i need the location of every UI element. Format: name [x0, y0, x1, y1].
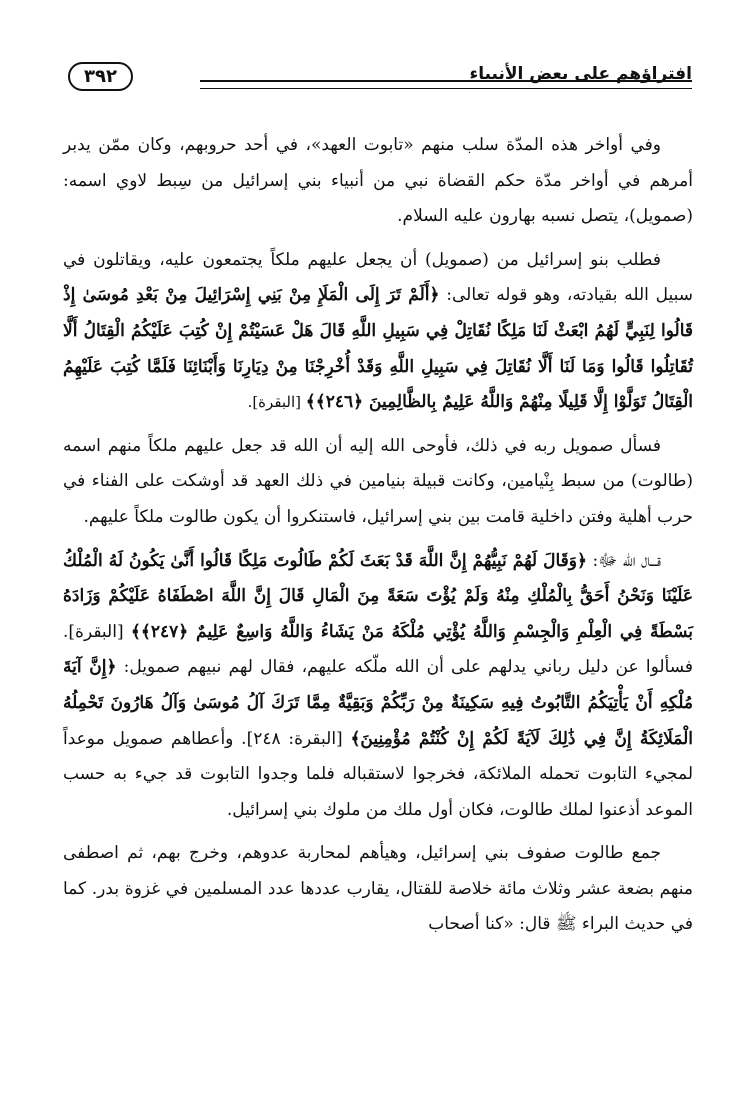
chapter-title: افتراؤهم على بعض الأنبياء — [469, 64, 692, 84]
quran-verse: ﴿أَلَمْ تَرَ إِلَى الْمَلَإِ مِنْ بَنِي إِسْرَائِيلَ مِنْ بَعْدِ مُوسَىٰ إِذْ قَالُوا لِنَبِيٍّ لَهُمُ ابْعَثْ لَنَا مَلِكًا نُقَاتِلْ فِي سَبِيلِ اللَّهِ قَالَ هَلْ عَسَيْتُمْ إِنْ كُتِبَ عَلَيْكُمُ الْقِتَالُ أَلَّا تُقَاتِلُوا قَالُوا وَمَا لَنَا أَلَّا نُقَاتِلَ فِي سَبِيلِ اللَّهِ وَقَدْ أُخْرِجْنَا مِنْ دِيَارِنَا وَأَبْنَائِنَا فَلَمَّا كُتِبَ عَلَيْهِمُ الْقِتَالُ تَوَلَّوْا إِلَّا قَلِيلًا مِنْهُمْ وَاللَّهُ عَلِيمٌ بِالظَّالِمِينَ ﴿٢٤٦﴾﴾ — [63, 285, 693, 413]
paragraph — [63, 128, 693, 235]
paragraph — [63, 429, 693, 536]
paragraph-text: فسأل صمويل ربه في ذلك، فأوحى الله إليه أن الله قد جعل عليهم ملكاً منهم اسمه (طالوت) من سبط بِنْيامين، وكانت قبيلة بنيامين في ذلك العهد قد أوشكت على الفناء في حرب أهلية وفتن داخلية قامت بين بني إسرائيل، فاستنكروا أن يكون طالوت ملكاً عليهم. — [63, 435, 693, 527]
paragraph-text: جمع طالوت صفوف بني إسرائيل، وهيأهم لمحاربة عدوهم، وخرج بهم، ثم اصطفى منهم بضعة عشر وثلاث مائة خلاصة للقتال، يقارب عددها عدد المسلمين في غزوة بدر. كما في حديث البراء ﷺ قال: «كنا أصحاب — [63, 843, 693, 935]
paragraph — [63, 544, 693, 829]
paragraph — [63, 836, 693, 943]
page-body — [63, 128, 693, 951]
paragraph-text: [البقرة: ٢٤٨]. وأعطاهم صمويل موعداً لمجيء التابوت تحمله الملائكة، فخرجوا لاستقباله فلما وجدوا التابوت قد جيء به حسب الموعد أذعنوا لملك طالوت، فكان أول ملك من ملوك بني إسرائيل. — [63, 728, 693, 820]
page-number-frame — [60, 58, 200, 98]
paragraph — [63, 243, 693, 421]
surah-reference: [البقرة]. — [247, 393, 306, 412]
paragraph-text: فطلب بنو إسرائيل من (صمويل) أن يجعل عليهم ملكاً يجتمعون عليه، ويقاتلون في سبيل الله بقيادته، وهو قوله تعالى: — [63, 249, 693, 306]
quran-verse: ﴿وَقَالَ لَهُمْ نَبِيُّهُمْ إِنَّ اللَّهَ قَدْ بَعَثَ لَكُمْ طَالُوتَ مَلِكًا قَالُوا أَنَّىٰ يَكُونُ لَهُ الْمُلْكُ عَلَيْنَا وَنَحْنُ أَحَقُّ بِالْمُلْكِ مِنْهُ وَلَمْ يُؤْتَ سَعَةً مِنَ الْمَالِ قَالَ إِنَّ اللَّهَ اصْطَفَاهُ عَلَيْكُمْ وَزَادَهُ بَسْطَةً فِي الْعِلْمِ وَالْجِسْمِ وَاللَّهُ يُؤْتِي مُلْكَهُ مَنْ يَشَاءُ وَاللَّهُ وَاسِعٌ عَلِيمٌ ﴿٢٤٧﴾﴾ — [63, 550, 694, 642]
paragraph-text: وفي أواخر هذه المدّة سلب منهم «تابوت العهد»، في أحد حروبهم، وكان ممّن يدبر أمرهم في أواخر مدّة حكم القضاة نبي من أنبياء بني إسرائيل من سِبط لاوي اسمه: (صمويل)، يتصل نسبه بهارون عليه السلام. — [63, 135, 693, 227]
running-header — [60, 58, 692, 98]
quran-verse: ﴿إِنَّ آيَةَ مُلْكِهِ أَنْ يَأْتِيَكُمُ التَّابُوتُ فِيهِ سَكِينَةٌ مِنْ رَبِّكُمْ وَبَقِيَّةٌ مِمَّا تَرَكَ آلُ مُوسَىٰ وَآلُ هَارُونَ تَحْمِلُهُ الْمَلَائِكَةُ إِنَّ فِي ذَٰلِكَ لَآيَةً لَكُمْ إِنْ كُنْتُمْ مُؤْمِنِينَ﴾ — [63, 657, 693, 749]
page-number: ٣٩٢ — [68, 62, 133, 91]
paragraph-text: قـــال الله ﷻ: — [586, 550, 662, 571]
paragraph-text: [البقرة]. فسألوا عن دليل رباني يدلهم على أن الله ملّكه عليهم، فقال لهم نبيهم صمويل: — [63, 621, 693, 678]
